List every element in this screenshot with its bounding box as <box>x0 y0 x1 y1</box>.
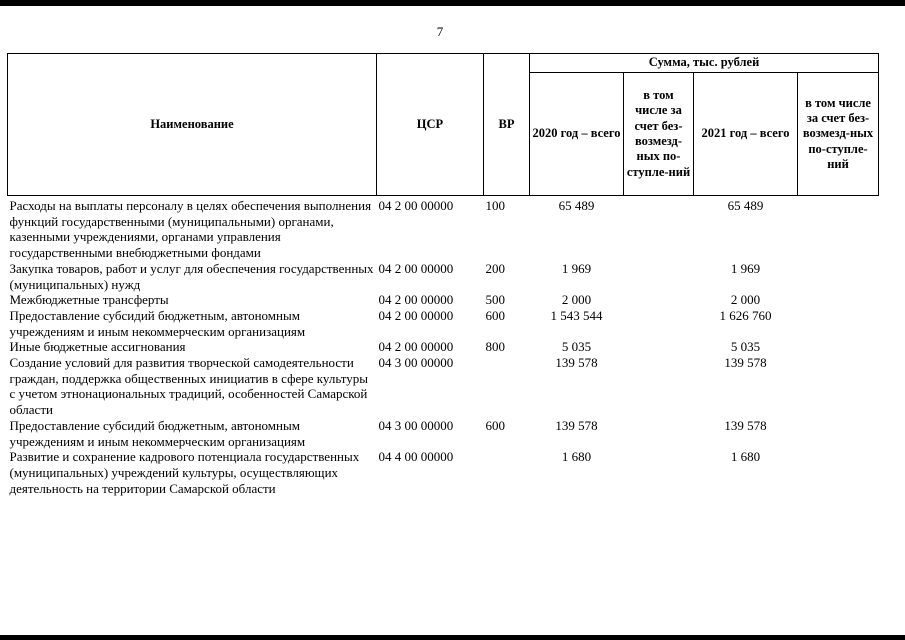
table-row <box>8 261 879 292</box>
row-vr: 600 <box>485 307 505 323</box>
row-2020-free <box>624 449 694 496</box>
header-vr: ВР <box>484 54 530 196</box>
table-row <box>8 292 879 308</box>
row-vr <box>484 355 530 418</box>
row-2020-total: 5 035 <box>561 339 592 355</box>
row-2020-free <box>624 355 694 418</box>
row-name: Развитие и сохранение кадрового потенциала государственных (муниципальных) учреждений культуры, осуществляющих деятельность на территории Самарской области <box>9 449 360 496</box>
row-2020-total: 1 969 <box>561 260 592 276</box>
header-2020-free: в том числе за счет без-возмезд-ных по-ступле-ний <box>624 73 694 196</box>
row-vr: 500 <box>485 292 505 308</box>
table-row <box>8 418 879 449</box>
row-2020-total: 65 489 <box>558 198 595 213</box>
row-2021-free <box>798 261 879 292</box>
row-name: Закупка товаров, работ и услуг для обеспечения государственных (муниципальных) нужд <box>9 260 374 292</box>
row-csr: 04 4 00 00000 <box>378 449 454 465</box>
row-2020-total: 1 680 <box>561 449 592 465</box>
top-border <box>0 0 905 6</box>
row-2021-free <box>798 339 879 355</box>
row-2021-total: 139 578 <box>724 417 767 433</box>
page-number: 7 <box>436 24 444 39</box>
row-vr <box>484 449 530 496</box>
row-2020-free <box>624 292 694 308</box>
row-2021-total: 2 000 <box>730 292 761 308</box>
row-csr: 04 2 00 00000 <box>378 260 454 276</box>
row-2021-total: 65 489 <box>727 198 764 213</box>
row-2021-total: 1 680 <box>730 449 761 465</box>
row-2020-total: 2 000 <box>561 292 592 308</box>
row-vr: 600 <box>485 417 505 433</box>
row-2020-free <box>624 261 694 292</box>
row-2021-free <box>798 418 879 449</box>
row-vr: 800 <box>485 339 505 355</box>
row-csr: 04 2 00 00000 <box>378 339 454 355</box>
row-2021-free <box>798 292 879 308</box>
table-row <box>8 196 879 261</box>
header-amount-group: Сумма, тыс. рублей <box>530 54 879 73</box>
row-name: Расходы на выплаты персоналу в целях обеспечения выполнения функций государственными (муниципальными) органами, казенными учреждениями, органами управления государственными внебюджетными фондами <box>9 198 372 261</box>
row-2020-free <box>624 308 694 339</box>
row-2021-total: 1 969 <box>730 260 761 276</box>
row-name: Предоставление субсидий бюджетным, автономным учреждениям и иным некоммерческим организациям <box>9 307 306 339</box>
row-2021-total: 1 626 760 <box>719 307 772 323</box>
row-vr: 200 <box>485 260 505 276</box>
header-2021-total: 2021 год – всего <box>694 73 798 196</box>
row-name: Создание условий для развития творческой самодеятельности граждан, поддержка общественных инициатив в сфере культуры с учетом этнонациональных традиций, особенностей Самарской области <box>9 355 369 418</box>
row-csr: 04 3 00 00000 <box>378 417 454 433</box>
row-name: Иные бюджетные ассигнования <box>9 339 186 355</box>
header-2020-total: 2020 год – всего <box>530 73 624 196</box>
row-csr: 04 2 00 00000 <box>378 198 454 213</box>
row-csr: 04 3 00 00000 <box>378 355 454 371</box>
budget-table <box>7 53 879 496</box>
row-2021-free <box>798 449 879 496</box>
table-row <box>8 308 879 339</box>
bottom-border <box>0 635 905 640</box>
row-name: Межбюджетные трансферты <box>9 292 169 308</box>
row-2021-total: 5 035 <box>730 339 761 355</box>
row-2020-free <box>624 196 694 261</box>
header-csr: ЦСР <box>377 54 484 196</box>
row-2020-total: 139 578 <box>555 355 598 371</box>
row-2020-free <box>624 339 694 355</box>
row-name: Предоставление субсидий бюджетным, автономным учреждениям и иным некоммерческим организациям <box>9 417 306 449</box>
row-csr: 04 2 00 00000 <box>378 292 454 308</box>
row-2021-free <box>798 308 879 339</box>
row-2020-total: 139 578 <box>555 417 598 433</box>
row-2021-free <box>798 196 879 261</box>
table-row <box>8 339 879 355</box>
header-name: Наименование <box>8 54 377 196</box>
row-2021-free <box>798 355 879 418</box>
table-row <box>8 355 879 418</box>
row-2021-total: 139 578 <box>724 355 767 371</box>
row-2020-total: 1 543 544 <box>550 307 603 323</box>
row-2020-free <box>624 418 694 449</box>
header-2021-free: в том числе за счет без-возмезд-ных по-ступле-ний <box>798 73 879 196</box>
table-row <box>8 449 879 496</box>
row-csr: 04 2 00 00000 <box>378 307 454 323</box>
row-vr: 100 <box>485 198 505 213</box>
